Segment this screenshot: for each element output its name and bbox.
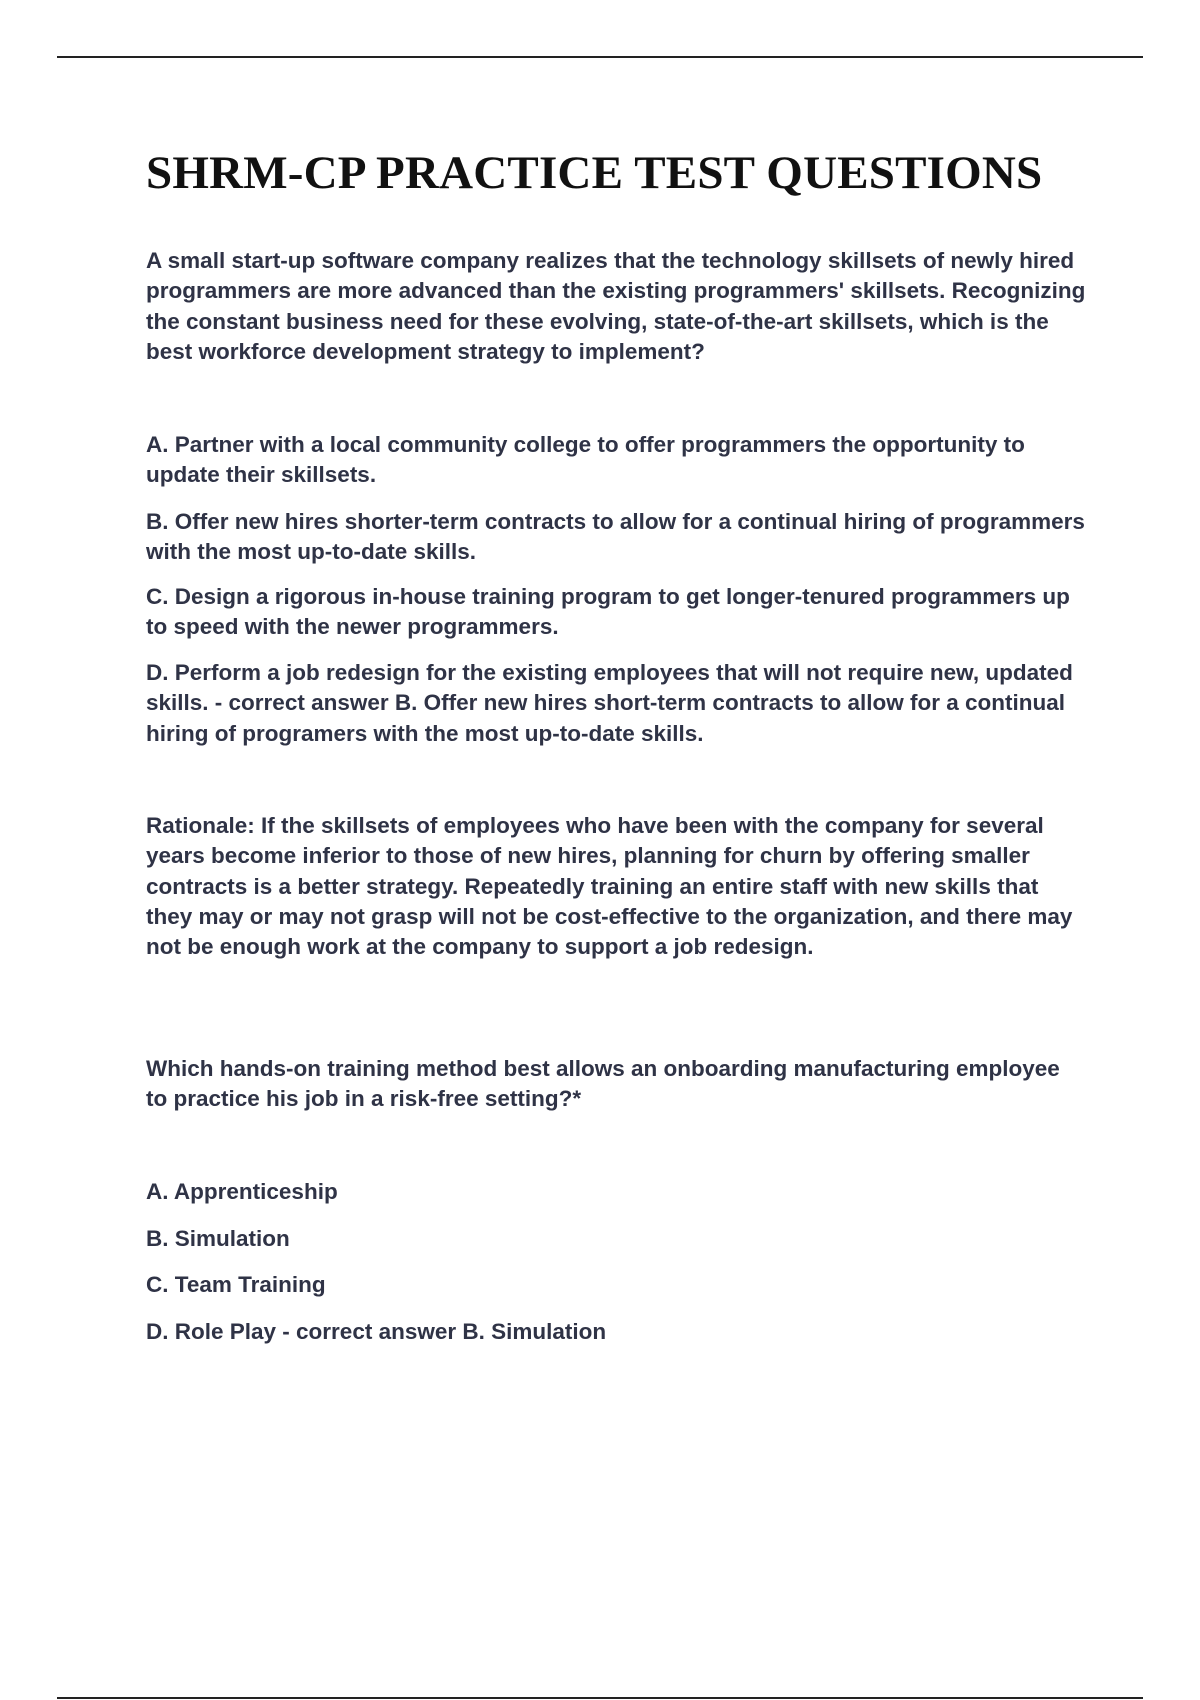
top-divider <box>57 56 1143 58</box>
question-2-prompt: Which hands-on training method best allows an onboarding manufacturing employee to practice his job in a risk-free setting?* <box>146 1056 1060 1112</box>
question-2-option-a: A. Apprenticeship <box>146 1179 338 1204</box>
question-1-option-d-answer: D. Perform a job redesign for the existing employees that will not require new, updated skills. - correct answer B. Offer new hires short-term contracts to allow for a continual hiring of programers with the most up-to-date skills. <box>146 660 1073 746</box>
bottom-divider <box>57 1697 1143 1699</box>
question-1-prompt: A small start-up software company realizes that the technology skillsets of newly hired programmers are more advanced than the existing programmers' skillsets. Recognizing the constant business need for these evolving, state-of-the-art skillsets, which is the best workforce development strategy to implement? <box>146 248 1086 364</box>
question-1-option-a: A. Partner with a local community college to offer programmers the opportunity to update their skillsets. <box>146 432 1025 488</box>
page-title: SHRM-CP PRACTICE TEST QUESTIONS <box>146 147 1043 199</box>
question-2-option-b: B. Simulation <box>146 1226 290 1251</box>
question-2-option-d-answer: D. Role Play - correct answer B. Simulation <box>146 1319 607 1344</box>
question-1-option-c: C. Design a rigorous in-house training program to get longer-tenured programmers up to speed with the newer programmers. <box>146 584 1070 640</box>
question-1-rationale: Rationale: If the skillsets of employees who have been with the company for several years become inferior to those of new hires, planning for churn by offering smaller contracts is a better strategy. Repeatedly training an entire staff with new skills that they may or may not grasp will not be cost-effective to the organization, and there may not be enough work at the company to support a job redesign. <box>146 813 1073 960</box>
question-1-option-b: B. Offer new hires shorter-term contracts to allow for a continual hiring of programmers with the most up-to-date skills. <box>146 509 1085 565</box>
question-2-option-c: C. Team Training <box>146 1272 326 1297</box>
